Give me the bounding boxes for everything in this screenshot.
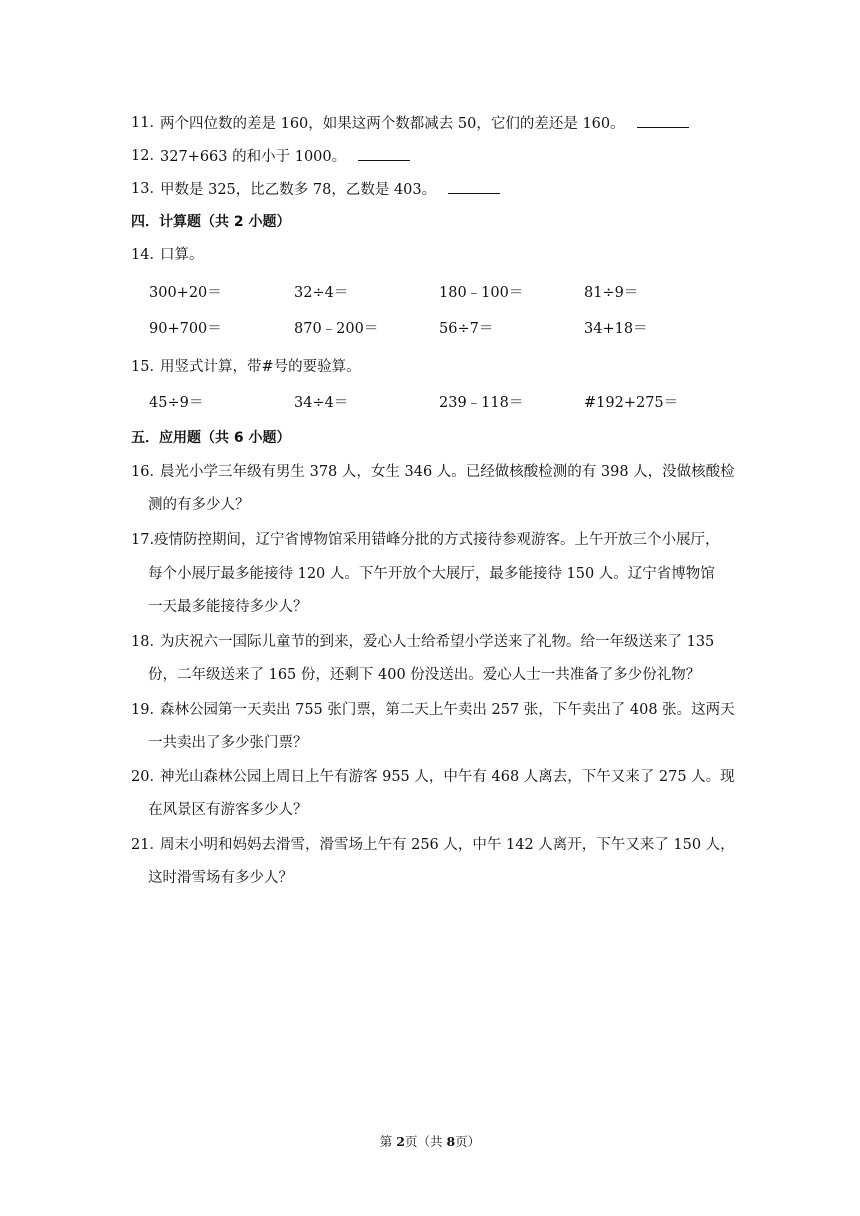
vertical-calc-item: 239﹣118＝: [439, 395, 524, 411]
question-text: 327+663 的和小于 1000。: [160, 149, 347, 165]
oral-calc-item: 870﹣200＝: [294, 321, 379, 337]
question-number: 14．: [131, 247, 164, 263]
oral-calc-item: 300+20＝: [149, 285, 222, 301]
question-text-line: 疫情防控期间，辽宁省博物馆采用错峰分批的方式接待参观游客。上午开放三个小展厅，: [154, 532, 720, 548]
total-pages: 8: [446, 1134, 456, 1149]
page-footer: 第 2页（共 8页）: [379, 1134, 481, 1149]
question-text-line: 为庆祝六一国际儿童节的到来，爱心人士给希望小学送来了礼物。给一年级送来了 135: [160, 634, 715, 650]
question-text-line: 每个小展厅最多能接待 120 人。下午开放个大展厅，最多能接待 150 人。辽宁省博物馆: [148, 566, 715, 582]
question-number: 13．: [131, 181, 164, 197]
question-text: 两个四位数的差是 160，如果这两个数都减去 50，它们的差还是 160。: [160, 116, 625, 132]
oral-calc-item: 180﹣100＝: [439, 285, 524, 301]
vertical-calc-item: 45÷9＝: [149, 395, 204, 411]
question-text-line: 一天最多能接待多少人？: [148, 599, 308, 615]
question-number: 20．: [131, 769, 164, 785]
question-text-line: 一共卖出了多少张门票？: [148, 735, 308, 751]
oral-calc-item: 56÷7＝: [439, 321, 494, 337]
question-number: 19．: [131, 702, 164, 718]
question-text: 用竖式计算，带#号的要验算。: [160, 359, 361, 375]
question-number: 16．: [131, 464, 164, 480]
question-number: 12．: [131, 148, 164, 164]
question-text-line: 测的有多少人？: [148, 497, 250, 513]
question-number: 21．: [131, 837, 164, 853]
section-title-application: 五．应用题（共 6 小题）: [131, 430, 291, 446]
question-number: 15．: [131, 359, 164, 375]
answer-blank[interactable]: [358, 146, 410, 161]
question-number: 18．: [131, 634, 164, 650]
section-title-calculation: 四．计算题（共 2 小题）: [131, 214, 291, 230]
question-text-line: 在风景区有游客多少人？: [148, 802, 308, 818]
question-text: 口算。: [160, 247, 204, 263]
oral-calc-item: 81÷9＝: [584, 285, 639, 301]
question-text: 甲数是 325，比乙数多 78，乙数是 403。: [160, 182, 437, 198]
question-text-line: 神光山森林公园上周日上午有游客 955 人，中午有 468 人离去，下午又来了 275 人。现: [160, 769, 735, 785]
question-text-line: 森林公园第一天卖出 755 张门票，第二天上午卖出 257 张，下午卖出了 408 张。这两天: [160, 702, 735, 718]
question-text-line: 份，二年级送来了 165 份，还剩下 400 份没送出。爱心人士一共准备了多少份礼物？: [148, 667, 701, 683]
question-number: 11．: [131, 115, 164, 131]
question-number: 17.: [131, 532, 155, 548]
page-number: 2: [396, 1134, 405, 1149]
question-text-line: 晨光小学三年级有男生 378 人，女生 346 人。已经做核酸检测的有 398 人，没做核酸检: [160, 464, 735, 480]
answer-blank[interactable]: [448, 179, 500, 194]
oral-calc-item: 34+18＝: [584, 321, 648, 337]
vertical-calc-item: 34÷4＝: [294, 395, 349, 411]
question-text-line: 周末小明和妈妈去滑雪，滑雪场上午有 256 人，中午 142 人离开，下午又来了 150 人，: [160, 837, 735, 853]
oral-calc-item: 90+700＝: [149, 321, 222, 337]
oral-calc-item: 32÷4＝: [294, 285, 349, 301]
answer-blank[interactable]: [637, 113, 689, 128]
question-text-line: 这时滑雪场有多少人？: [148, 870, 293, 886]
vertical-calc-item: #192+275＝: [584, 395, 679, 411]
